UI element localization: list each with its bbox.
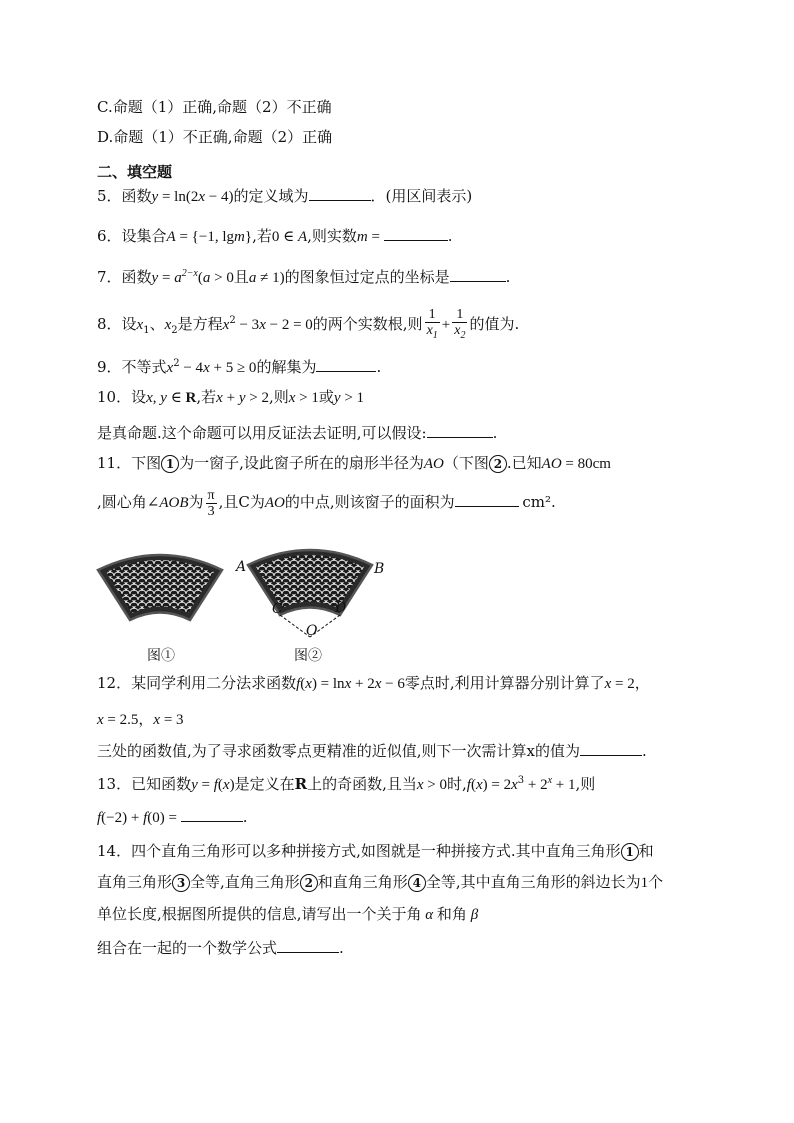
label-b: B [374, 561, 385, 577]
question-9: 9．不等式$x^2 - 4x + 5 \ge 0$的解集为 . [97, 358, 382, 376]
section-title: 二、填空题 [97, 163, 173, 181]
answer-blank[interactable] [181, 807, 243, 822]
label-o: O [306, 623, 318, 639]
window-figures [90, 540, 410, 650]
question-13-line2: f(−2) + f(0) = . [97, 808, 248, 826]
figure-2-caption: 图② [294, 648, 322, 664]
question-14-line2: 直角三角形 3 全等,直角三角形 2 和直角三角形 4 全等,其中直角三角形的斜边长为1个 [97, 873, 664, 891]
question-11: 11．下图 1 为一窗子,设此窗子所在的扇形半径为AO（下图 2 .已知AO = 80cm [97, 454, 611, 472]
question-8: 8．设$x_1$、$x_2$是方程$x^2 - 3x - 2 = 0$的两个实数根,则 $\frac{1}{x_1}$ + $\frac{1}{x_2}$ 的值为. [97, 307, 520, 341]
answer-blank[interactable] [455, 492, 519, 507]
question-14-line3: 单位长度,根据图所提供的信息,请写出一个关于角 α 和角 β [97, 905, 479, 923]
answer-blank[interactable] [580, 741, 642, 756]
answer-blank[interactable] [309, 186, 371, 201]
figure-1-caption: 图① [147, 648, 175, 664]
answer-blank[interactable] [427, 423, 493, 438]
question-10-line2: 是真命题.这个命题可以用反证法去证明,可以假设: . [97, 424, 498, 442]
question-12: 12．某同学利用二分法求函数f(x) = lnx + 2x − 6零点时,利用计算器分别计算了x = 2， [97, 674, 650, 692]
option-d: D.命题（1）不正确,命题（2）正确 [97, 128, 333, 146]
question-12-line3: 三处的函数值,为了寻求函数零点更精准的近似值,则下一次需计算x的值为 . [97, 742, 647, 760]
question-7: 7．函数$y = a^{2-x}(a > 0$且a ≠ 1)的图象恒过定点的坐标是 . [97, 268, 511, 286]
question-11-line2: ,圆心角∠AOB为 $\frac{\pi}{3}$ ,且C为AO的中点,则该窗子的面积为 cm². [97, 487, 556, 519]
answer-blank[interactable] [384, 226, 448, 241]
answer-blank[interactable] [316, 357, 376, 372]
question-12-line2: x = 2.5，x = 3 [97, 710, 184, 728]
answer-blank[interactable] [277, 938, 339, 953]
question-13: 13．已知函数y = f(x)是定义在R上的奇函数,且当x > 0时$,f(x) = 2x^3 + 2^x + 1$,则 [97, 775, 596, 793]
question-6: 6．设集合A = {−1, lgm},若0 ∈ A,则实数m = . [97, 227, 453, 245]
window-figure-1 [98, 555, 222, 620]
question-14: 14．四个直角三角形可以多种拼接方式,如图就是一种拼接方式.其中直角三角形 1 和 [97, 842, 654, 860]
option-c: C.命题（1）正确,命题（2）不正确 [97, 98, 332, 116]
label-a: A [236, 559, 247, 575]
question-14-line4: 组合在一起的一个数学公式 . [97, 939, 344, 957]
question-5: 5．函数y = ln(2x − 4)的定义域为 ．(用区间表示) [97, 187, 473, 205]
answer-blank[interactable] [450, 267, 506, 282]
label-c: C [272, 601, 283, 617]
question-10: 10．设x, y ∈ R,若x + y > 2,则x > 1或y > 1 [97, 388, 365, 406]
label-d: D [335, 600, 347, 616]
